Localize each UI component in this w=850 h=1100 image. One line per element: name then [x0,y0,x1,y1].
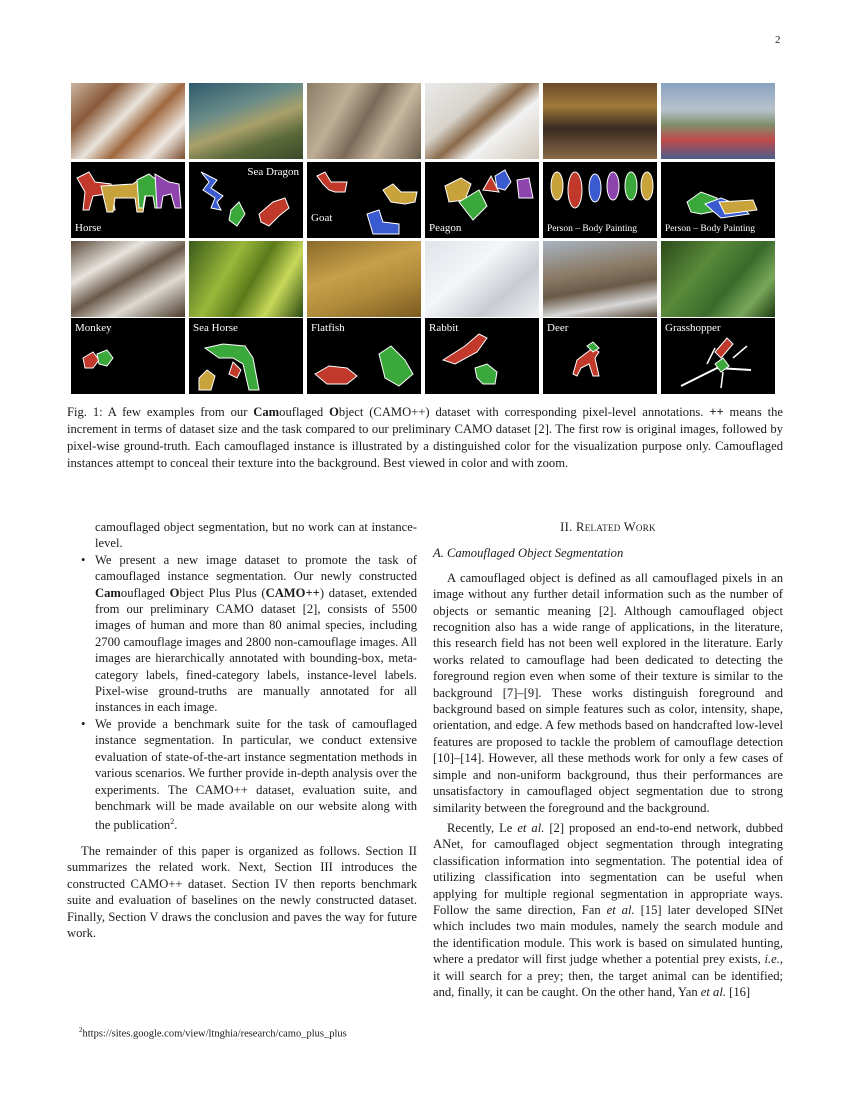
bullet-text: ouflaged [120,585,170,600]
mask-label: Person – Body Painting [547,224,637,234]
photo-body-painting-2 [661,83,775,159]
photo-deer [543,241,657,317]
paper-organization-paragraph: The remainder of this paper is organized as follows. Section II summarizes the related work. Next, Section III introduces the constructed CAMO++ dataset. Section IV then reports benchmark suite and evaluation of baselines on the newly constructed dataset. Finally, Section V draws the conclusion and paves the way for future work. [67,843,417,940]
mask-body-painting-2 [661,162,775,238]
mask-label: Grasshopper [665,322,721,334]
mask-deer [543,318,657,394]
mask-label: Peagon [429,222,462,234]
caption-bold: ++ [709,405,724,419]
caption-text: ouflaged [279,405,330,419]
photo-body-painting-1 [543,83,657,159]
section-heading [433,519,783,535]
photo-rabbit [425,241,539,317]
figure-caption [67,404,783,472]
mask-label: Person – Body Painting [665,224,755,234]
mask-rabbit [425,318,539,394]
mask-sea-horse [189,318,303,394]
mask-label: Deer [547,322,569,334]
paragraph-italic: et al. [700,984,726,999]
figure-1 [71,83,779,394]
mask-label: Goat [311,212,333,224]
related-work-paragraph-1: A camouflaged object is defined as all camouflaged pixels in an image without any further detail information such as the number of objects or semantic meaning [2]. Although camouflaged object recognition also has a wide range of applications, in the literature, this research field has not been well explored in the literature. Early works related to camouflage had been dedicated to detecting the foreground region even when some of their texture is similar to the background [7]–[9]. These works distinguish foreground and background based on simple features such as color, intensity, shape, orientation, and edge. A few methods based on handcrafted low-level features are proposed to tackle the problem of camouflage detection [10]–[14]. However, all these methods work for only a few cases of simple and non-uniform background, thus their performances are unsatisfactory in camouflaged object segmentation due to strong similarity between the foreground and the background. [433,570,783,815]
mask-sea-dragon [189,162,303,238]
photo-monkey [71,241,185,317]
subsection-heading: A. Camouflaged Object Segmentation [433,546,624,561]
paragraph-italic: et al. [517,820,545,835]
caption-text: bject (CAMO++) dataset with corresponding pixel-level annotations. [338,405,710,419]
related-work-paragraph-2 [433,820,783,1000]
paragraph-text: [16] [725,984,751,999]
caption-bold: O [329,405,339,419]
paragraph-text: Recently, Le [447,820,518,835]
paragraph-italic: i.e. [764,952,780,967]
mask-body-painting-1 [543,162,657,238]
bullet-dot: • [81,716,86,731]
bullet-text: We provide a benchmark suite for the task of camouflaged instance segmentation. In particular, we conduct extensive evaluation of state-of-the-art instance segmentation methods in various scenarios. We further provide in-depth analysis over the experiments. The CAMO++ dataset, evaluation suite, and benchmark will be made available on our website along with the publication [95,716,417,833]
photo-sea-horse [189,241,303,317]
bullet-bold: O [169,585,180,600]
mask-label: Flatfish [311,322,345,334]
footnote-ref: 2 [170,817,175,827]
footnote-mark: 2 [79,1026,83,1034]
bullet-text: ) dataset, extended from our preliminary CAMO dataset [2], consists of 5500 images of human and more than 80 animal species, including 2700 camouflage images and 2800 non-camouflage images. All images are hierarchically annotated with bounding-box, meta-category labels, fined-category labels, instance-level labels. Pixel-wise ground-truths are manually annotated for all instances in each image. [95,585,417,715]
section-number: II. [560,520,577,534]
paragraph-text: , it will search for a prey; then, the target animal can be identified; and, finally, it can be caught. On the other hand, Yan [433,952,783,999]
left-column [67,519,417,941]
mask-peagon [425,162,539,238]
caption-bold: Cam [253,405,280,419]
mask-grasshopper [661,318,775,394]
bullet-text: . [174,818,178,833]
section-title: Related Work [576,520,656,534]
paragraph-text: [2] proposed an end-to-end network, dubbed ANet, for camouflaged object segmentation through integrating classification information into segmentation. The potential idea of utilizing classification into segmentation can be useful when applying for multiple regional segmentation in appropriate ways. Follow the same direction, Fan [433,820,784,917]
mask-monkey [71,318,185,394]
contribution-list [67,552,417,834]
mask-label: Rabbit [429,322,459,334]
mask-label: Monkey [75,322,112,334]
mask-horse [71,162,185,238]
photo-grasshopper [661,241,775,317]
contribution-item [67,716,417,834]
paragraph-italic: et al. [606,902,635,917]
caption-text: means the increment in terms of dataset size and the task compared to our preliminary CAMO dataset [2]. The first row is original images, followed by pixel-wise ground-truth. Each camouflaged instance is illustrated by a distinguished color for the visualization purpose only. Camouflaged instances attempt to conceal their texture into the background. Best viewed in color and with zoom. [67,405,783,470]
contribution-item [67,552,417,716]
mask-label: Sea Dragon [247,166,299,178]
photo-flatfish [307,241,421,317]
photo-peagon [425,83,539,159]
bullet-bold: CAMO++ [265,585,320,600]
photo-horse [71,83,185,159]
page-number: 2 [775,34,781,46]
mask-label: Horse [75,222,102,234]
footnote-url[interactable]: https://sites.google.com/view/ltnghia/research/camo_plus_plus [82,1028,347,1040]
continuation-text: camouflaged object segmentation, but no work can at instance-level. [95,520,417,551]
bullet-text: We present a new image dataset to promote the task of camouflaged instance segmentation. Our newly constructed [95,552,417,584]
photo-goat [307,83,421,159]
bullet-dot: • [81,552,86,567]
right-column [433,519,783,1000]
photo-sea-dragon [189,83,303,159]
mask-flatfish [307,318,421,394]
mask-goat [307,162,421,238]
bullet-bold: Cam [95,585,121,600]
caption-text: Fig. 1: A few examples from our [67,405,254,419]
paragraph-text: [15] later developed SINet which includes two main modules, namely the search module and the identification module. This work is based on simulated hunting, where a predator will first judge whether a potential prey exists, [433,902,783,967]
goat-mask-shapes [307,162,421,238]
footnote [79,1026,347,1040]
bullet-text: bject Plus Plus ( [179,585,266,600]
mask-label: Sea Horse [193,322,238,334]
